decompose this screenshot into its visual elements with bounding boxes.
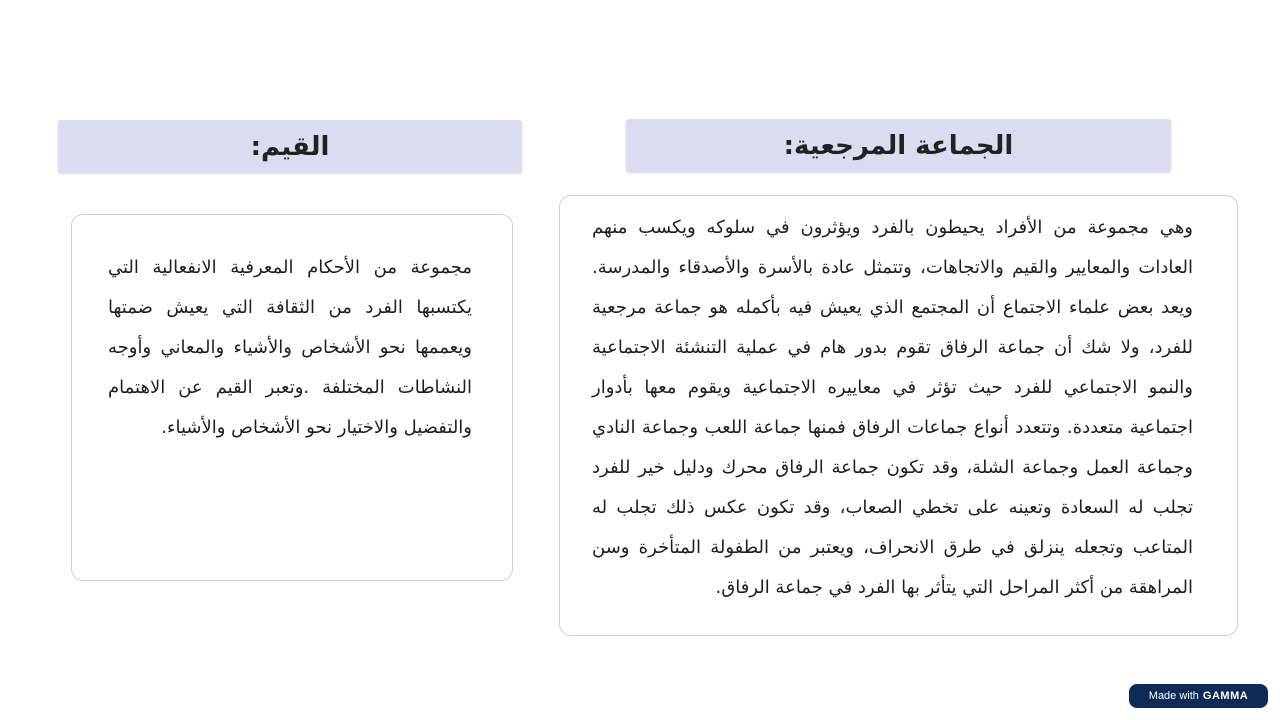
values-card	[71, 214, 513, 581]
made-with-gamma-badge[interactable]	[1129, 684, 1268, 708]
reference-group-header	[626, 119, 1171, 172]
reference-group-title: الجماعة المرجعية:	[783, 130, 1014, 161]
values-body: مجموعة من الأحكام المعرفية الانفعالية التي يكتسبها الفرد من الثقافة التي يعيش ضمتها ويعممها نحو الأشخاص والأشياء والمعاني وأوجه النشاطات المختلفة .وتعبر القيم عن الاهتمام والتفضيل والاختيار نحو الأشخاص والأشياء.	[108, 257, 472, 438]
values-header	[58, 120, 522, 173]
reference-group-body: وهي مجموعة من الأفراد يحيطون بالفرد ويؤثرون في سلوكه ويكسب منهم العادات والمعايير والقيم والاتجاهات، وتتمثل عادة بالأسرة والأصدقاء والمدرسة. ويعد بعض علماء الاجتماع أن المجتمع الذي يعيش فيه بأكمله هو جماعة مرجعية للفرد، ولا شك أن جماعة الرفاق تقوم بدور هام في عملية التنشئة الاجتماعية والنمو الاجتماعي للفرد حيث تؤثر في معاييره الاجتماعية ويقوم معها بأدوار اجتماعية متعددة. وتتعدد أنواع جماعات الرفاق فمنها جماعة اللعب وجماعة النادي وجماعة العمل وجماعة الشلة، وقد تكون جماعة الرفاق محرك ودليل خير للفرد تجلب له السعادة وتعينه على تخطي الصعاب، وقد تكون عكس ذلك تجلب له المتاعب وتجعله ينزلق في طرق الانحراف، ويعتبر من الطفولة المتأخرة وسن المراهقة من أكثر المراحل التي يتأثر بها الفرد في جماعة الرفاق.	[592, 217, 1193, 598]
badge-prefix: Made with	[1148, 690, 1199, 702]
gamma-logo: GAMMA	[1202, 690, 1249, 702]
reference-group-card	[559, 195, 1238, 636]
values-title: القيم:	[250, 131, 330, 162]
